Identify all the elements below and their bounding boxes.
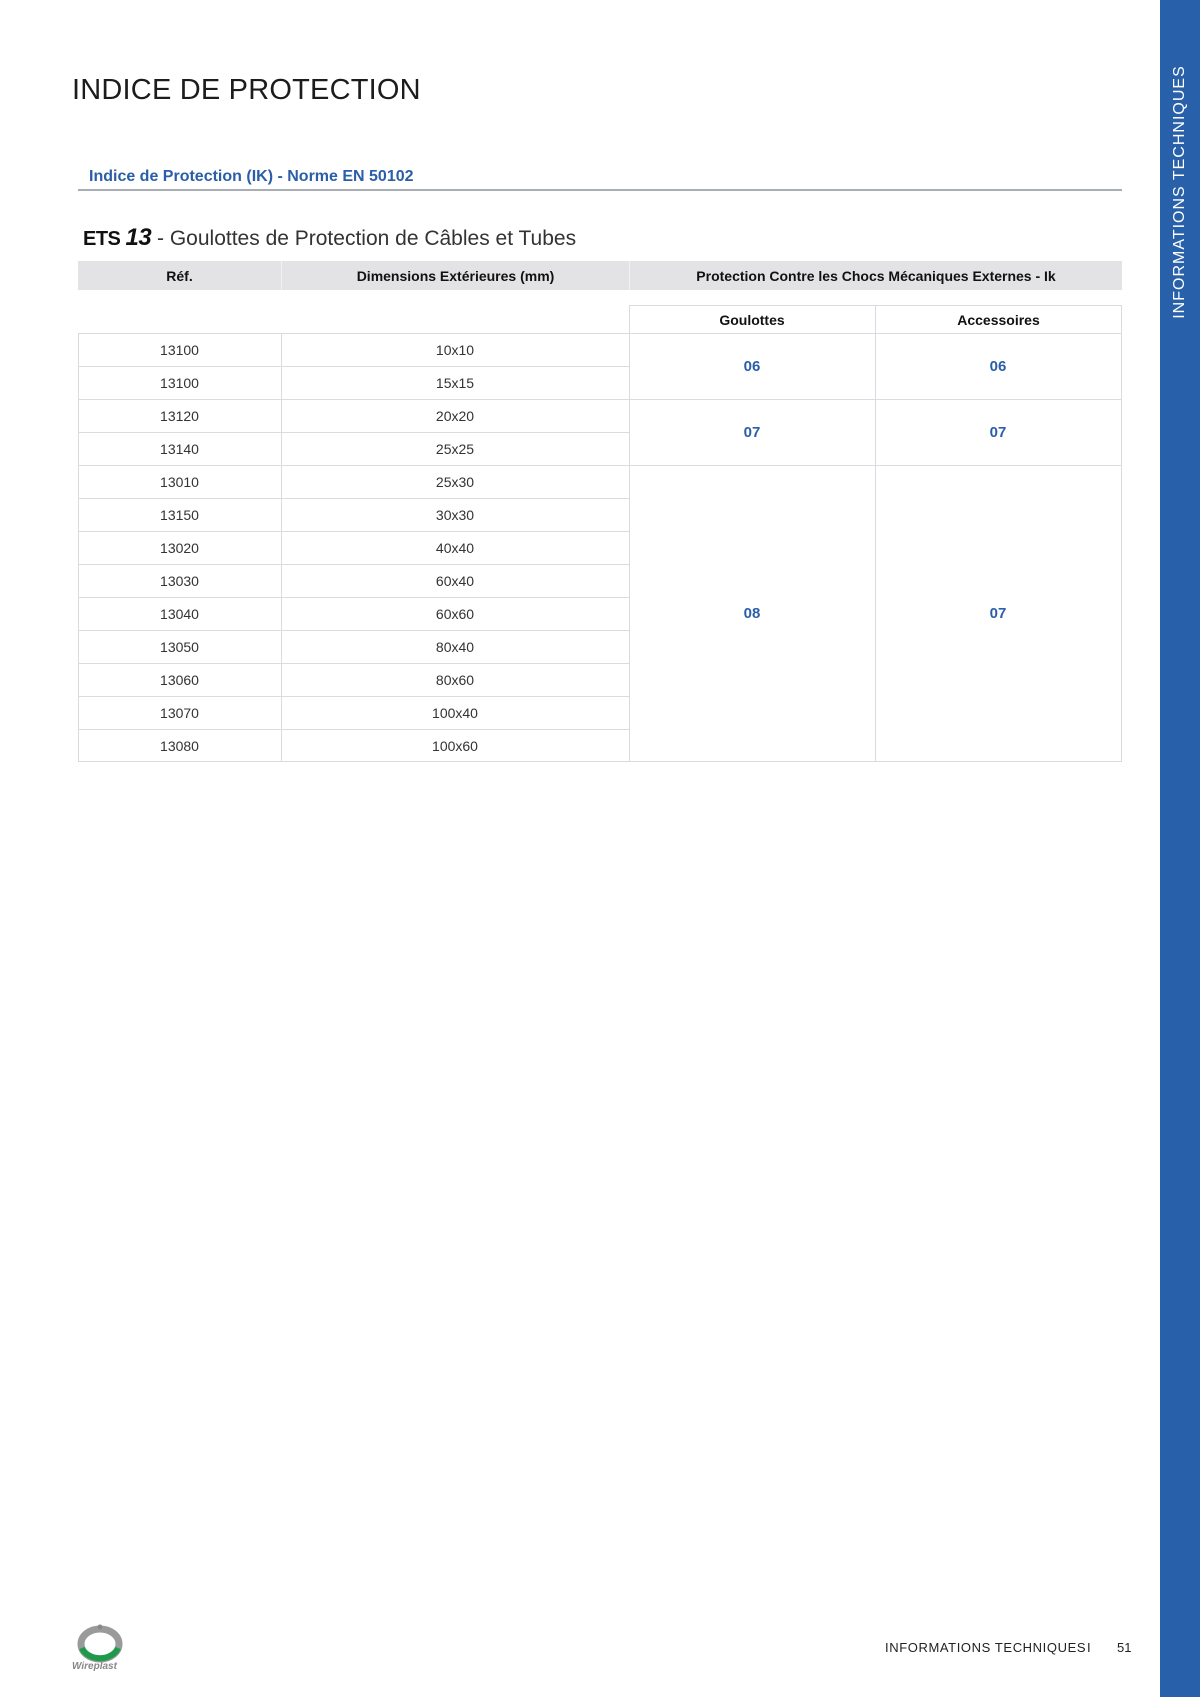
section-subtitle: Indice de Protection (IK) - Norme EN 50102 (89, 168, 414, 185)
header-dimensions: Dimensions Extérieures (mm) (281, 261, 629, 290)
cell-ref: 13080 (160, 737, 199, 754)
cell-dim: 60x60 (435, 606, 475, 622)
cell-ref: 13100 (160, 342, 199, 358)
ik-goulottes-group-2: 07 (743, 424, 761, 441)
cell-ref: 13030 (160, 573, 199, 589)
ik-goulottes-group-1: 06 (743, 358, 761, 375)
cell-ref: 13070 (160, 705, 199, 721)
footer-separator: I (1087, 1640, 1091, 1655)
cell-dim: 20x20 (435, 408, 475, 424)
cell-ref: 13060 (160, 672, 199, 688)
cell-ref: 13050 (160, 639, 199, 655)
cell-dim: 10x10 (435, 342, 475, 358)
subheader-accessoires: Accessoires (957, 311, 1040, 328)
grid-line (78, 761, 1122, 762)
cell-dim: 100x40 (432, 705, 478, 721)
footer-section: INFORMATIONS TECHNIQUES (885, 1640, 1087, 1655)
product-title (83, 224, 576, 252)
cell-dim: 25x30 (435, 474, 475, 490)
subheader-goulottes: Goulottes (719, 311, 785, 328)
page-number: 51 (1117, 1640, 1132, 1655)
sidebar-label: INFORMATIONS TECHNIQUES (1171, 65, 1188, 319)
header-ref: Réf. (78, 261, 281, 290)
header-protection: Protection Contre les Chocs Mécaniques Externes - Ik (629, 261, 1122, 290)
product-code-number: 13 (125, 224, 152, 251)
cell-dim: 40x40 (435, 540, 475, 556)
product-code-prefix: ETS (83, 228, 121, 250)
section-divider (78, 189, 1122, 191)
grid-line (1121, 305, 1122, 762)
cell-dim: 25x25 (435, 441, 475, 457)
cell-dim: 60x40 (435, 573, 475, 589)
cell-ref: 13100 (160, 375, 199, 391)
cell-dim: 80x60 (435, 672, 475, 688)
product-description: - Goulottes de Protection de Câbles et Tubes (157, 227, 577, 250)
cell-ref: 13010 (160, 474, 199, 490)
product-code (83, 224, 152, 251)
cell-ref: 13120 (160, 408, 199, 424)
page-title: INDICE DE PROTECTION (72, 74, 421, 106)
cell-dim: 80x40 (435, 639, 475, 655)
cell-ref: 13040 (160, 606, 199, 622)
cell-dim: 15x15 (435, 375, 475, 391)
cell-ref: 13150 (160, 507, 199, 523)
ik-accessoires-group-1: 06 (989, 358, 1007, 375)
ik-accessoires-group-2: 07 (989, 424, 1007, 441)
cell-ref: 13140 (160, 441, 199, 457)
cell-dim: 100x60 (432, 737, 478, 754)
ik-accessoires-group-3: 07 (989, 605, 1007, 622)
cell-ref: 13020 (160, 540, 199, 556)
cell-dim: 30x30 (435, 507, 475, 523)
ik-goulottes-group-3: 08 (743, 605, 761, 622)
logo-text: Wireplast (72, 1661, 117, 1672)
